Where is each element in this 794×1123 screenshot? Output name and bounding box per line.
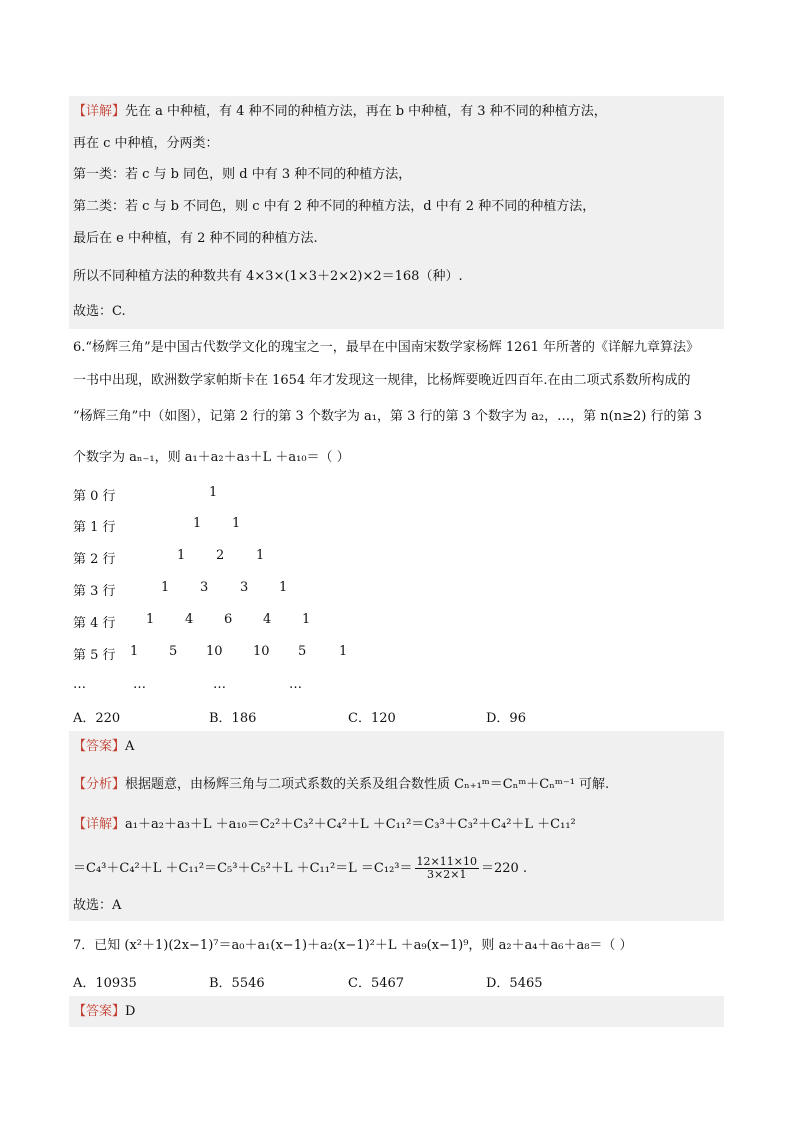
pascal-number: 1 [302,612,311,627]
q6-detail-2: ＝C₄³＋C₄²＋L ＋C₁₁²＝C₅³＋C₅²＋L ＋C₁₁²＝L ＝C₁₂³＝ $\frac{12\times 11\times 10}{3\times 2\times 1}$ ＝220 . [73,855,528,881]
q6-line-1: 6.“杨辉三角”是中国古代数学文化的瑰宝之一，最早在中国南宋数学家杨辉 1261 年所著的《详解九章算法》 [73,340,700,355]
pascal-row [73,516,433,534]
pascal-number: 1 [177,548,186,563]
pascal-row [73,612,433,630]
q7-option-d[interactable]: D．5465 [486,976,543,991]
ellipsis: … [213,677,226,692]
detail-line-2: 再在 c 中种植，分两类： [73,136,219,151]
q6-analysis: 【分析】根据题意，由杨辉三角与二项式系数的关系及组合数性质 Cₙ₊₁ᵐ＝Cₙᵐ＋Cₙᵐ⁻¹ 可解. [73,777,610,792]
pascal-number: 3 [200,580,209,595]
q6-option-a[interactable]: A．220 [73,711,121,726]
pascal-number: 10 [206,644,223,659]
q7-answer: 【答案】D [73,1004,136,1019]
pascal-ellipsis-row [73,677,433,695]
pascal-number: 10 [253,644,270,659]
q6-answer: 【答案】A [73,739,135,754]
q7-option-c[interactable]: C．5467 [348,976,405,991]
q6-line-3: “杨辉三角”中（如图），记第 2 行的第 3 个数字为 a₁，第 3 行的第 3 个数字为 a₂，…，第 n(n≥2) 行的第 3 [73,409,702,424]
row-label: 第 4 行 [73,616,116,631]
pascal-number: 3 [240,580,249,595]
pascal-number: 6 [224,612,233,627]
detail-line-5: 最后在 e 中种植，有 2 种不同的种植方法. [73,231,318,246]
q6-option-b[interactable]: B．186 [209,711,257,726]
pascal-number: 1 [209,485,218,500]
pascal-number: 1 [146,612,155,627]
pascal-row [73,485,433,503]
q7-answer-background [69,996,724,1027]
pascal-number: 5 [298,644,307,659]
row-label: 第 3 行 [73,584,116,599]
q7-line-1: 7．已知 (x²＋1)(2x−1)⁷＝a₀＋a₁(x−1)＋a₂(x−1)²＋L ＋a₉(x−1)⁹，则 a₂＋a₄＋a₆＋a₈＝（ ） [73,938,633,953]
row-label: 第 1 行 [73,520,116,535]
ellipsis: … [73,677,86,692]
row-label: 第 0 行 [73,489,116,504]
detail-line-3: 第一类：若 c 与 b 同色，则 d 中有 3 种不同的种植方法， [73,167,412,182]
row-label: 第 5 行 [73,648,116,663]
q7-option-a[interactable]: A．10935 [73,976,137,991]
pascal-number: 4 [185,612,194,627]
pascal-number: 1 [279,580,288,595]
detail-label: 【详解】 [73,817,126,832]
ellipsis: … [289,677,302,692]
pascal-row [73,644,433,662]
analysis-label: 【分析】 [73,777,126,792]
q6-detail-1: 【详解】a₁＋a₂＋a₃＋L ＋a₁₀＝C₂²＋C₃²＋C₄²＋L ＋C₁₁²＝C₃³＋C₃²＋C₄²＋L ＋C₁₁² [73,817,576,832]
pascal-number: 1 [130,644,139,659]
q6-option-c[interactable]: C．120 [348,711,396,726]
answer-label: 【答案】 [73,739,126,754]
detail-line-6: 所以不同种植方法的种数共有 4×3×(1×3＋2×2)×2＝168（种）. [73,269,463,284]
pascal-row [73,580,433,598]
detail-line-7: 故选：C. [73,304,126,319]
answer-label: 【答案】 [73,1004,126,1019]
pascal-number: 4 [263,612,272,627]
detail-line-4: 第二类：若 c 与 b 不同色，则 c 中有 2 种不同的种植方法，d 中有 2 种不同的种植方法， [73,199,596,214]
pascal-number: 1 [256,548,265,563]
fraction: $\frac{12\times 11\times 10}{3\times 2\times 1}$ [416,855,477,881]
q7-option-b[interactable]: B．5546 [209,976,265,991]
row-label: 第 2 行 [73,552,116,567]
q6-line-2: 一书中出现，欧洲数学家帕斯卡在 1654 年才发现这一规律，比杨辉要晚近四百年.在由二项式系数所构成的 [73,373,691,388]
pascal-number: 2 [216,548,225,563]
detail-line-1: 【详解】先在 a 中种植，有 4 种不同的种植方法，再在 b 中种植，有 3 种不同的种植方法， [73,104,607,119]
q6-choose: 故选：A [73,898,122,913]
pascal-row [73,548,433,566]
pascal-number: 1 [161,580,170,595]
pascal-number: 5 [169,644,178,659]
pascal-number: 1 [232,516,241,531]
ellipsis: … [133,677,146,692]
pascal-number: 1 [193,516,202,531]
detail-label: 【详解】 [73,104,126,119]
q6-line-4: 个数字为 aₙ₋₁，则 a₁＋a₂＋a₃＋L ＋a₁₀＝（ ） [73,450,350,465]
q6-option-d[interactable]: D．96 [486,711,526,726]
pascal-number: 1 [339,644,348,659]
